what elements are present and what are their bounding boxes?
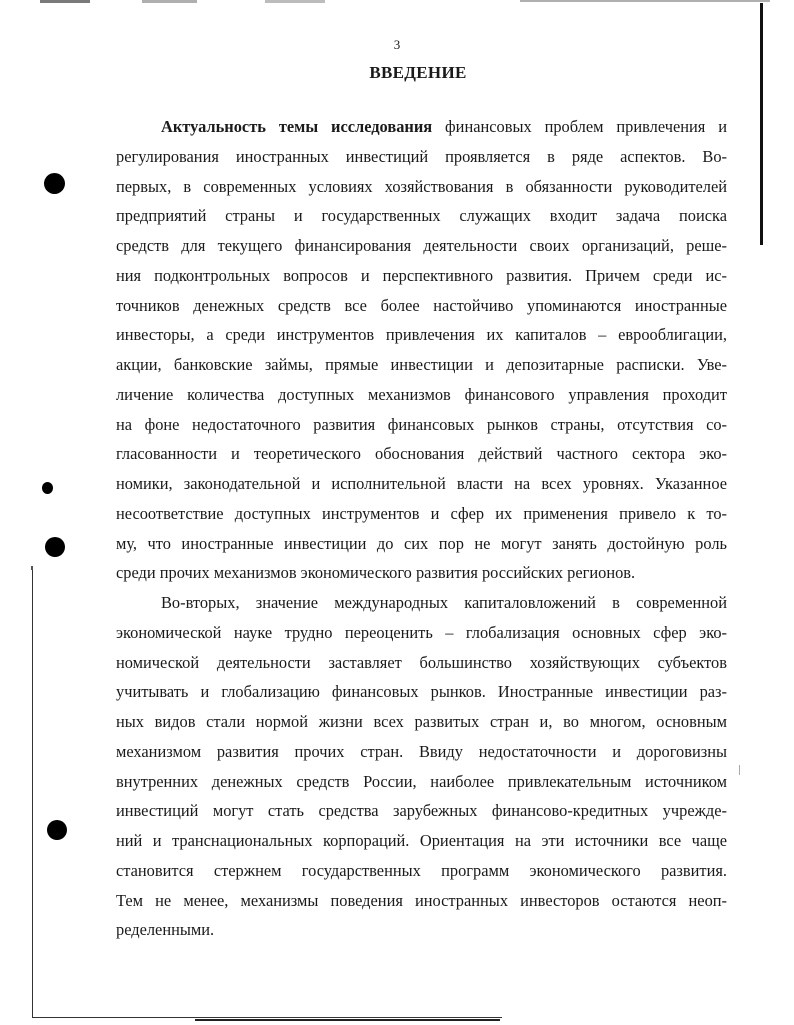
paragraph-line: номики, законодательной и исполнительной власти на всех уровнях. Указанное bbox=[116, 474, 727, 493]
scan-artifact-top bbox=[265, 0, 325, 3]
paragraph-line: ния подконтрольных вопросов и перспективного развития. Причем среди ис- bbox=[116, 265, 727, 285]
paragraph-line: Во-вторых, значение международных капиталовложений в современной bbox=[161, 593, 727, 612]
paragraph-line: акции, банковские займы, прямые инвестиции и депозитарные расписки. Уве- bbox=[116, 355, 727, 374]
paragraph-line: му, что иностранные инвестиции до сих пор не могут занять достойную роль bbox=[116, 533, 727, 553]
paragraph-line: точников денежных средств все более настойчиво упоминаются иностранные bbox=[116, 295, 727, 315]
paragraph-line: внутренних денежных средств России, наиболее привлекательным источником bbox=[116, 771, 727, 791]
paragraph-line: ных видов стали нормой жизни всех развитых стран и, во многом, основным bbox=[116, 712, 727, 731]
paragraph-line: предприятий страны и государственных служащих входит задача поиска bbox=[116, 206, 727, 226]
paragraph-line: становится стержнем государственных программ экономического развития. bbox=[116, 860, 727, 880]
scan-artifact-top bbox=[40, 0, 90, 3]
paragraph-line: инвесторы, а среди инструментов привлечения их капиталов – еврооблигации, bbox=[116, 325, 727, 345]
scan-edge-left bbox=[32, 566, 33, 1018]
paragraph-line: инвестиций могут стать средства зарубежных финансово-кредитных учрежде- bbox=[116, 801, 727, 821]
paragraph-line: учитывать и глобализацию финансовых рынков. Иностранные инвестиции раз- bbox=[116, 682, 727, 702]
body-text bbox=[116, 112, 727, 945]
section-heading: ВВЕДЕНИЕ bbox=[369, 63, 467, 82]
paragraph-line: гласованности и теоретического обоснования действий частного сектора эко- bbox=[116, 444, 727, 464]
paragraph-line: несоответствие доступных инструментов и сфер их применения привело к то- bbox=[116, 503, 727, 523]
scan-speck bbox=[739, 765, 740, 775]
page-number: 3 bbox=[393, 37, 401, 52]
scan-edge-bottom bbox=[32, 1017, 502, 1018]
paragraph-line: первых, в современных условиях хозяйствования в обязанности руководителей bbox=[116, 176, 727, 196]
scan-speck bbox=[31, 566, 33, 570]
scan-artifact-top bbox=[142, 0, 197, 3]
punch-hole-icon bbox=[45, 537, 65, 557]
paragraph-line: Актуальность темы исследования финансовых проблем привлечения и bbox=[161, 117, 727, 136]
paragraph-line: регулирования иностранных инвестиций проявляется в ряде аспектов. Во- bbox=[116, 146, 727, 166]
paragraph-line: Тем не менее, механизмы поведения иностранных инвесторов остаются неоп- bbox=[116, 890, 727, 910]
paragraph-line: ределенными. bbox=[116, 920, 215, 940]
punch-hole-icon bbox=[44, 173, 65, 194]
paragraph-line: среди прочих механизмов экономического развития российских регионов. bbox=[116, 563, 636, 583]
paragraph-line: ний и транснациональных корпораций. Ориентация на эти источники все чаще bbox=[116, 831, 727, 850]
paragraph-line: личение количества доступных механизмов финансового управления проходит bbox=[116, 384, 727, 404]
scan-edge-bottom bbox=[195, 1019, 500, 1021]
scan-artifact-top bbox=[520, 0, 770, 2]
paragraph-line: на фоне недостаточного развития финансовых рынков страны, отсутствия со- bbox=[116, 414, 727, 434]
paragraph-line: механизмом развития прочих стран. Ввиду недостаточности и дороговизны bbox=[116, 741, 727, 761]
punch-hole-icon bbox=[42, 482, 53, 494]
paragraph-line: средств для текущего финансирования деятельности своих организаций, реше- bbox=[116, 236, 727, 255]
punch-hole-icon bbox=[47, 820, 67, 840]
bold-lead: Актуальность темы исследования bbox=[161, 117, 433, 136]
paragraph-line: номической деятельности заставляет большинство хозяйствующих субъектов bbox=[116, 652, 727, 672]
paragraph-line: экономической науке трудно переоценить – глобализация основных сфер эко- bbox=[116, 622, 727, 642]
